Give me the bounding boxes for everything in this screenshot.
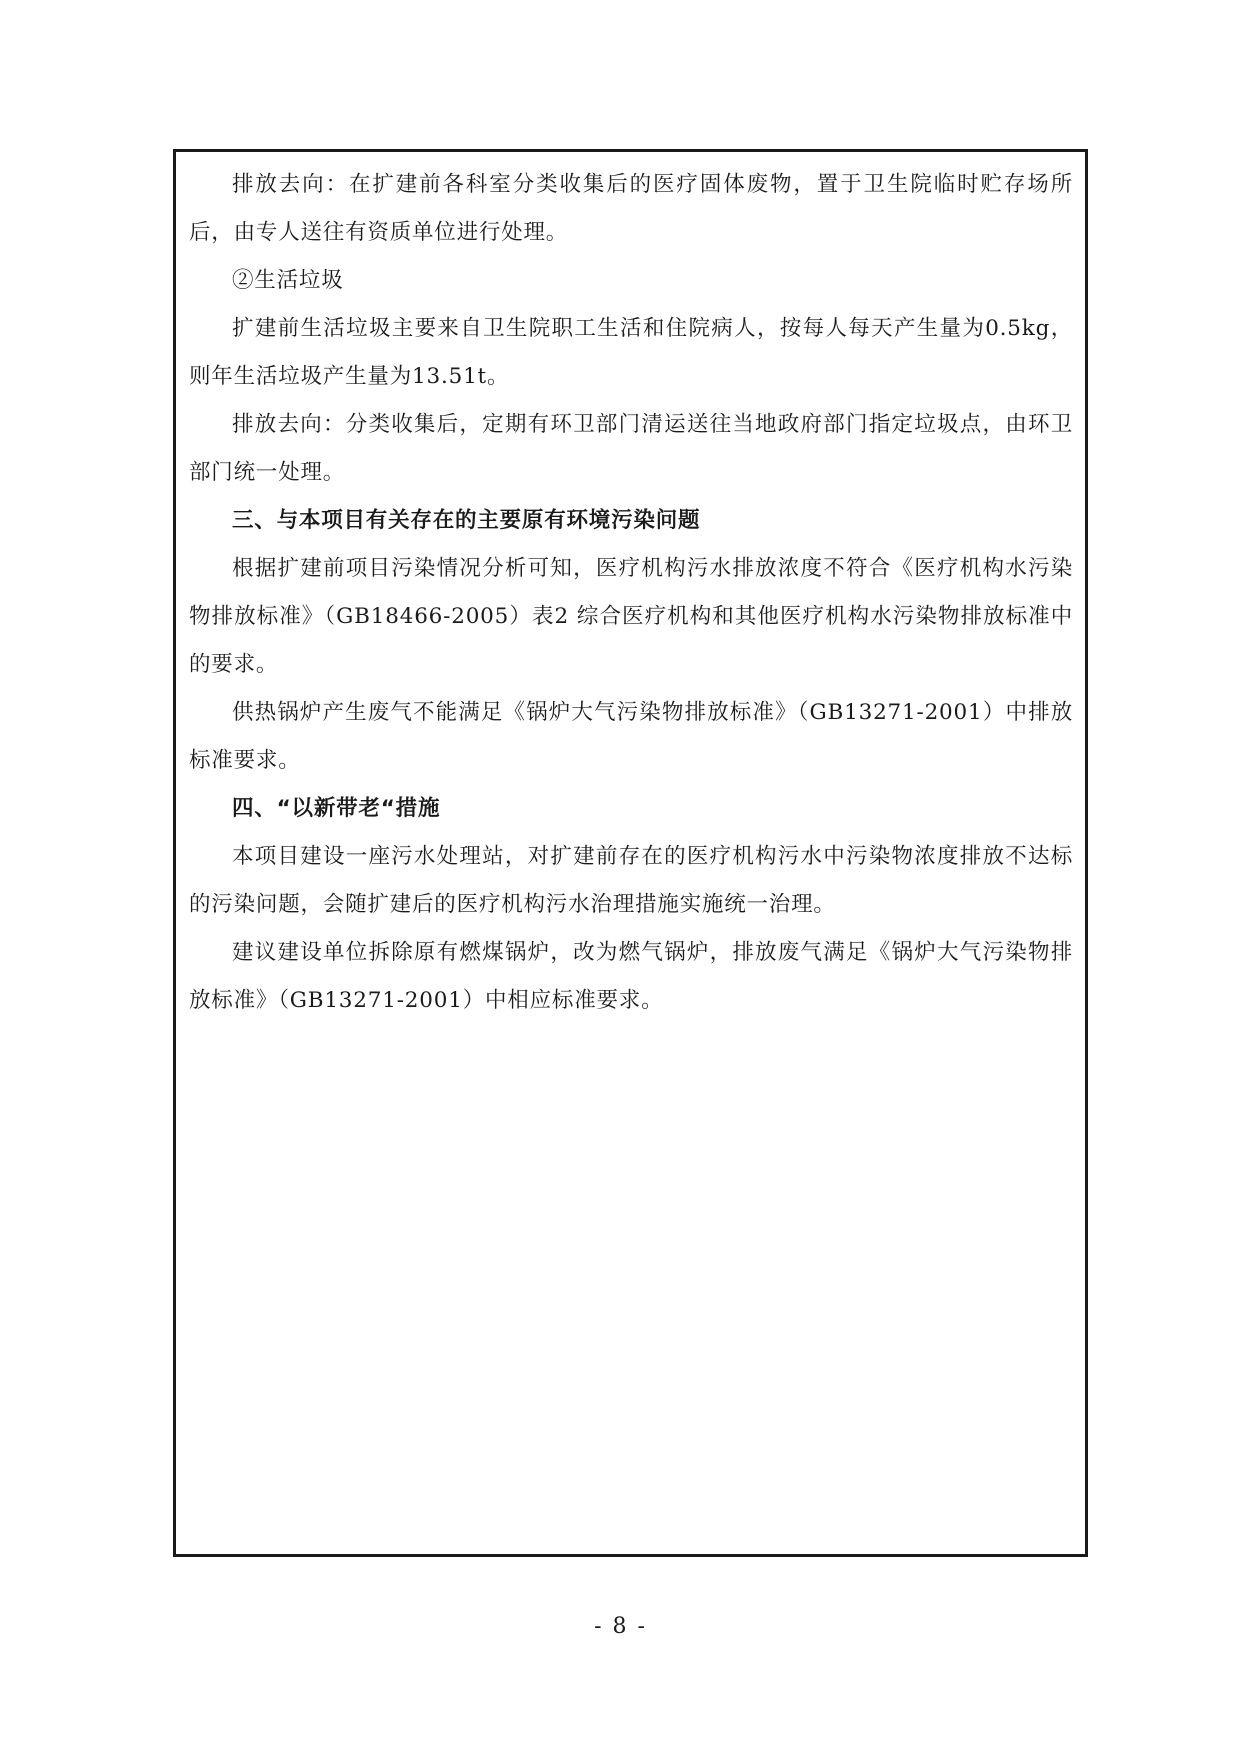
subheading-domestic-waste: ②生活垃圾: [232, 268, 344, 293]
section-heading-existing-pollution: 三、与本项目有关存在的主要原有环境污染问题: [232, 508, 701, 533]
page-number: - 8 -: [594, 1614, 647, 1639]
content-frame: [173, 149, 1088, 1557]
paragraph-wastewater-standard: 根据扩建前项目污染情况分析可知，医疗机构污水排放浓度不符合《医疗机构水污染物排放标准》（GB18466-2005）表2 综合医疗机构和其他医疗机构水污染物排放标准中的要求。: [189, 556, 1073, 677]
paragraph-boiler-replacement: 建议建设单位拆除原有燃煤锅炉，改为燃气锅炉，排放废气满足《锅炉大气污染物排放标准》（GB13271-2001）中相应标准要求。: [189, 940, 1073, 1013]
paragraph-boiler-emission: 供热锅炉产生废气不能满足《锅炉大气污染物排放标准》（GB13271-2001）中排放标准要求。: [189, 700, 1073, 773]
paragraph-sewage-station: 本项目建设一座污水处理站，对扩建前存在的医疗机构污水中污染物浓度排放不达标的污染问题，会随扩建后的医疗机构污水治理措施实施统一治理。: [189, 844, 1073, 917]
paragraph-domestic-waste-disposal: 排放去向：分类收集后，定期有环卫部门清运送往当地政府部门指定垃圾点，由环卫部门统一处理。: [189, 412, 1073, 485]
paragraph-medical-waste-disposal: 排放去向：在扩建前各科室分类收集后的医疗固体废物，置于卫生院临时贮存场所后，由专人送往有资质单位进行处理。: [189, 172, 1073, 245]
paragraph-domestic-waste-amount: 扩建前生活垃圾主要来自卫生院职工生活和住院病人，按每人每天产生量为0.5kg，则年生活垃圾产生量为13.51t。: [189, 316, 1073, 389]
section-heading-measures: 四、“以新带老“措施: [232, 796, 441, 821]
document-body: [189, 161, 1073, 1025]
